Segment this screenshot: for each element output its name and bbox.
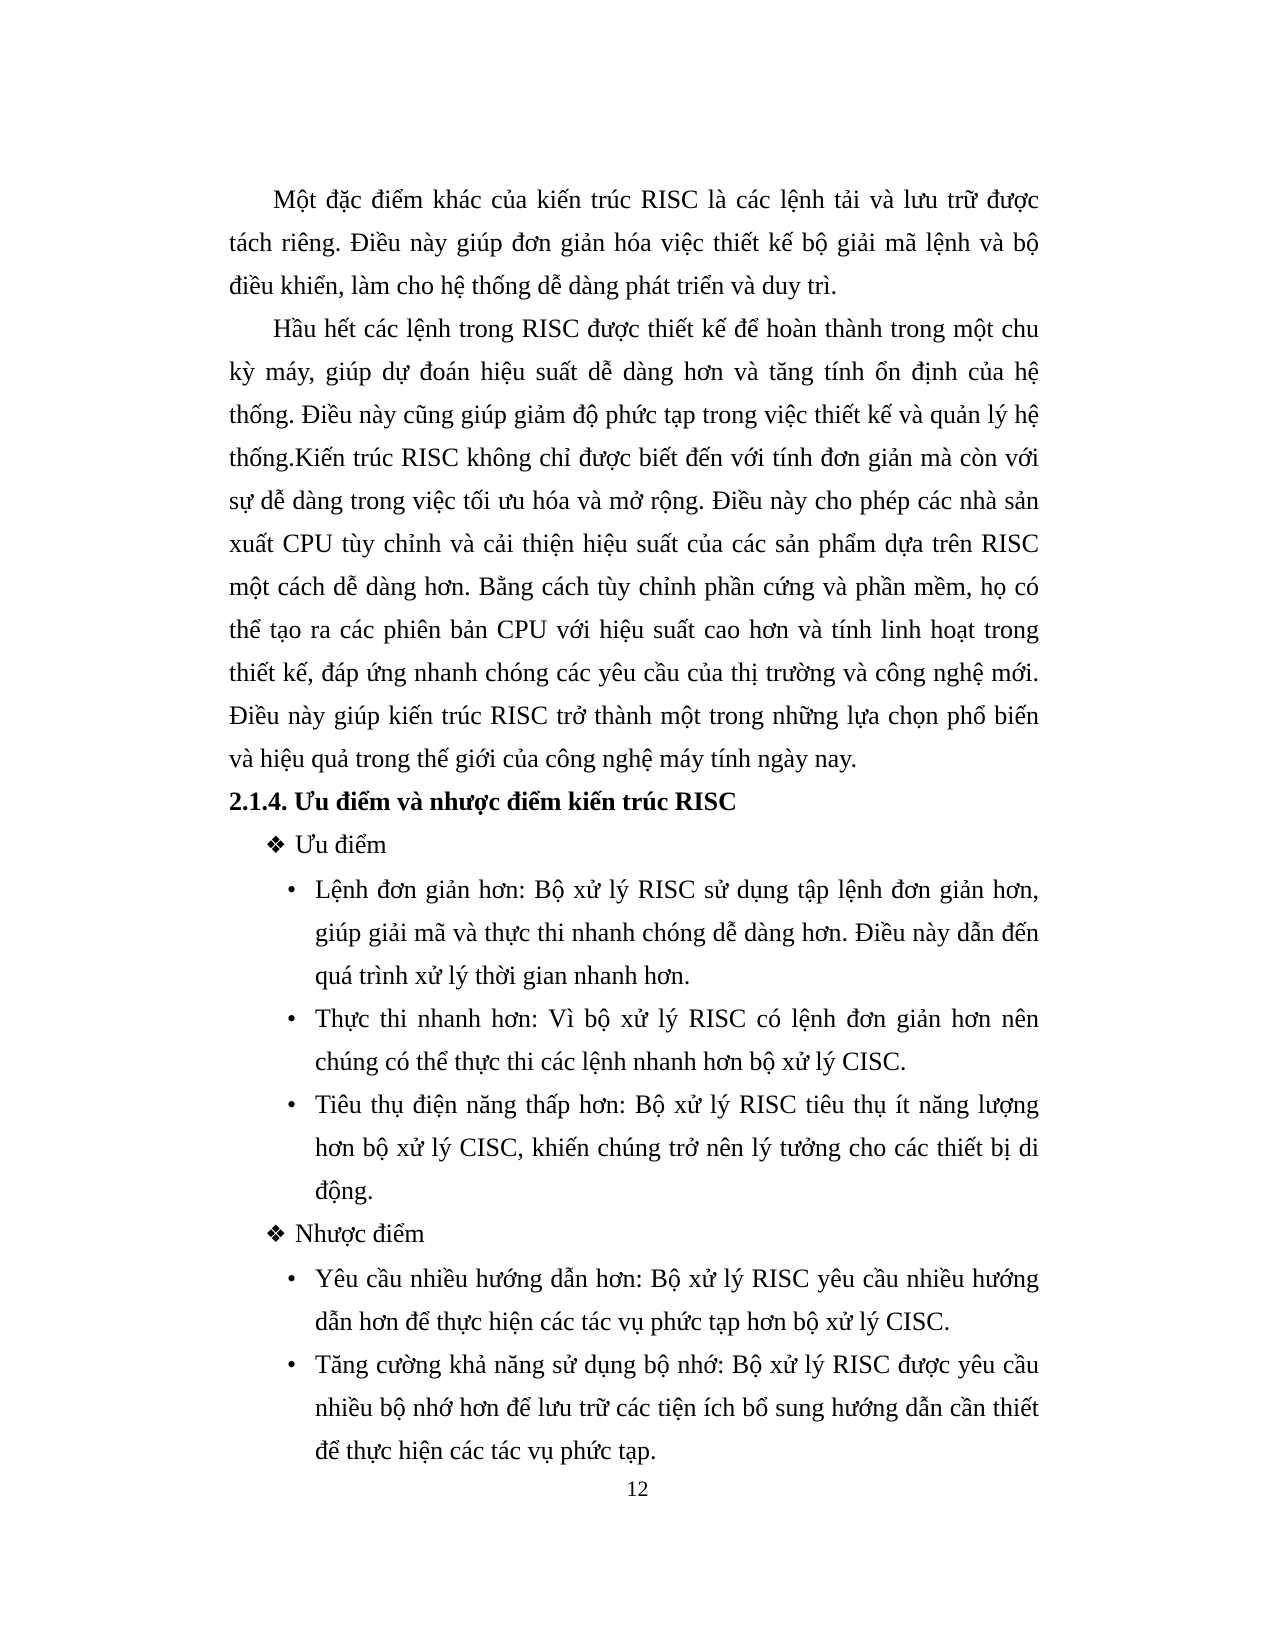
list-group-label: Nhược điểm bbox=[295, 1219, 425, 1248]
list-item-text: Lệnh đơn giản hơn: Bộ xử lý RISC sử dụng tập lệnh đơn giản hơn, giúp giải mã và thực thi nhanh chóng dễ dàng hơn. Điều này dẫn đến quá trình xử lý thời gian nhanh hơn. bbox=[315, 875, 1039, 990]
page-number: 12 bbox=[626, 1476, 649, 1501]
list-item-text: Yêu cầu nhiều hướng dẫn hơn: Bộ xử lý RISC yêu cầu nhiều hướng dẫn hơn để thực hiện các tác vụ phức tạp hơn bộ xử lý CISC. bbox=[315, 1264, 1039, 1336]
section-heading: 2.1.4. Ưu điểm và nhược điểm kiến trúc RISC bbox=[229, 787, 737, 816]
list-group-disadvantages bbox=[229, 1212, 1039, 1257]
list-group-label: Ưu điểm bbox=[295, 830, 387, 859]
list-item-text: Tăng cường khả năng sử dụng bộ nhớ: Bộ xử lý RISC được yêu cầu nhiều bộ nhớ hơn để lưu trữ các tiện ích bổ sung hướng dẫn cần thiết để thực hiện các tác vụ phức tạp. bbox=[315, 1350, 1039, 1465]
body-paragraph: Một đặc điểm khác của kiến trúc RISC là các lệnh tải và lưu trữ được tách riêng. Điều này giúp đơn giản hóa việc thiết kế bộ giải mã lệnh và bộ điều khiển, làm cho hệ thống dễ dàng phát triển và duy trì. bbox=[229, 185, 1039, 300]
list-item bbox=[229, 1343, 1039, 1472]
bullet-icon: • bbox=[287, 1350, 297, 1379]
bullet-icon: • bbox=[287, 1090, 297, 1119]
list-item bbox=[229, 997, 1039, 1083]
bullet-icon: • bbox=[287, 1264, 297, 1293]
page-content bbox=[229, 178, 1039, 1472]
list-item bbox=[229, 868, 1039, 997]
list-item bbox=[229, 1257, 1039, 1343]
diamond-bullet-icon: ❖ bbox=[265, 1222, 287, 1248]
list-group-advantages bbox=[229, 823, 1039, 868]
list-item-text: Thực thi nhanh hơn: Vì bộ xử lý RISC có lệnh đơn giản hơn nên chúng có thể thực thi các lệnh nhanh hơn bộ xử lý CISC. bbox=[315, 1004, 1039, 1076]
bullet-icon: • bbox=[287, 875, 297, 904]
list-item-text: Tiêu thụ điện năng thấp hơn: Bộ xử lý RISC tiêu thụ ít năng lượng hơn bộ xử lý CISC, khiến chúng trở nên lý tưởng cho các thiết bị di động. bbox=[315, 1090, 1039, 1205]
bullet-icon: • bbox=[287, 1004, 297, 1033]
diamond-bullet-icon: ❖ bbox=[265, 833, 287, 859]
body-paragraph: Hầu hết các lệnh trong RISC được thiết kế để hoàn thành trong một chu kỳ máy, giúp dự đoán hiệu suất dễ dàng hơn và tăng tính ổn định của hệ thống. Điều này cũng giúp giảm độ phức tạp trong việc thiết kế và quản lý hệ thống.Kiến trúc RISC không chỉ được biết đến với tính đơn giản mà còn với sự dễ dàng trong việc tối ưu hóa và mở rộng. Điều này cho phép các nhà sản xuất CPU tùy chỉnh và cải thiện hiệu suất của các sản phẩm dựa trên RISC một cách dễ dàng hơn. Bằng cách tùy chỉnh phần cứng và phần mềm, họ có thể tạo ra các phiên bản CPU với hiệu suất cao hơn và tính linh hoạt trong thiết kế, đáp ứng nhanh chóng các yêu cầu của thị trường và công nghệ mới. Điều này giúp kiến trúc RISC trở thành một trong những lựa chọn phổ biến và hiệu quả trong thế giới của công nghệ máy tính ngày nay. bbox=[229, 314, 1039, 773]
list-item bbox=[229, 1083, 1039, 1212]
